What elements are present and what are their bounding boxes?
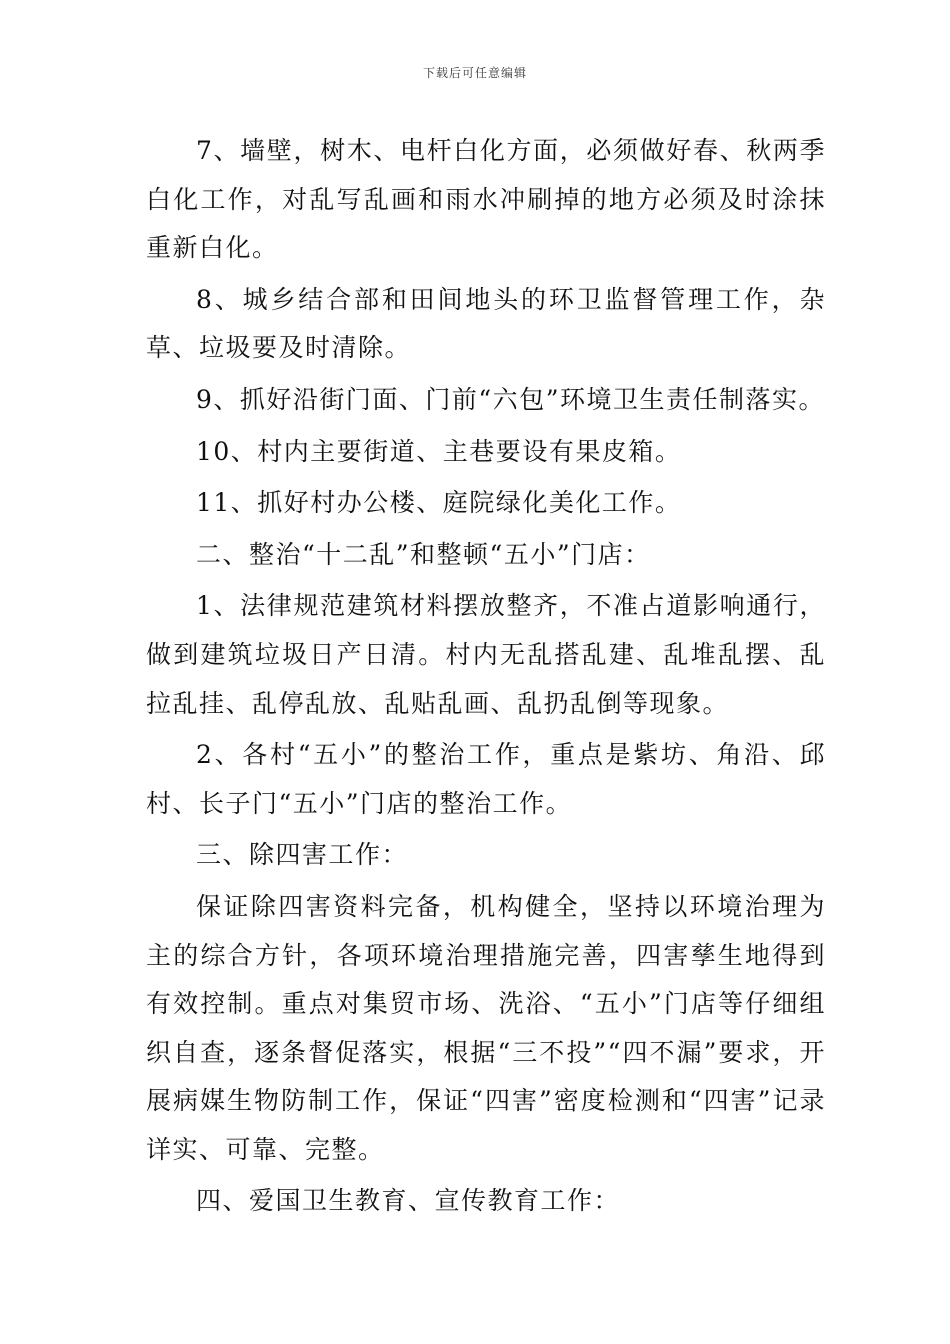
paragraph-item-9: 9、抓好沿街门面、门前“六包”环境卫生责任制落实。: [196, 384, 825, 414]
paragraph-pest-control: 保证除四害资料完备，机构健全，坚持以环境治理为主的综合方针，各项环境治理措施完善，四害孳生地得到有效控制。重点对集贸市场、洗浴、“五小”门店等仔细组织自查，逐条督促落实，根据“三不投”“四不漏”要求，开展病媒生物防制工作，保证“四害”密度检测和“四害”记录详实、可靠、完整。: [146, 891, 826, 1164]
document-body: [146, 127, 826, 1226]
section-heading-4: 四、爱国卫生教育、宣传教育工作：: [196, 1186, 621, 1216]
paragraph-item-10: 10、村内主要街道、主巷要设有果皮箱。: [196, 436, 682, 466]
paragraph-item-2-2: 2、各村“五小”的整治工作，重点是紫坊、角沿、邱村、长子门“五小”门店的整治工作。: [146, 740, 826, 818]
paragraph-item-2-1: 1、法律规范建筑材料摆放整齐，不准占道影响通行，做到建筑垃圾日产日清。村内无乱搭乱建、乱堆乱摆、乱拉乱挂、乱停乱放、乱贴乱画、乱扔乱倒等现象。: [146, 591, 826, 718]
page-header: 下载后可任意编辑: [422, 66, 527, 80]
paragraph-item-8: 8、城乡结合部和田间地头的环卫监督管理工作，杂草、垃圾要及时清除。: [146, 284, 826, 363]
paragraph-item-7: 7、墙壁，树木、电杆白化方面，必须做好春、秋两季白化工作，对乱写乱画和雨水冲刷掉的地方必须及时涂抹重新白化。: [146, 136, 826, 263]
section-heading-3: 三、除四害工作：: [196, 840, 409, 870]
section-heading-2: 二、整治“十二乱”和整顿“五小”门店：: [196, 539, 651, 569]
paragraph-item-11: 11、抓好村办公楼、庭院绿化美化工作。: [196, 488, 682, 518]
